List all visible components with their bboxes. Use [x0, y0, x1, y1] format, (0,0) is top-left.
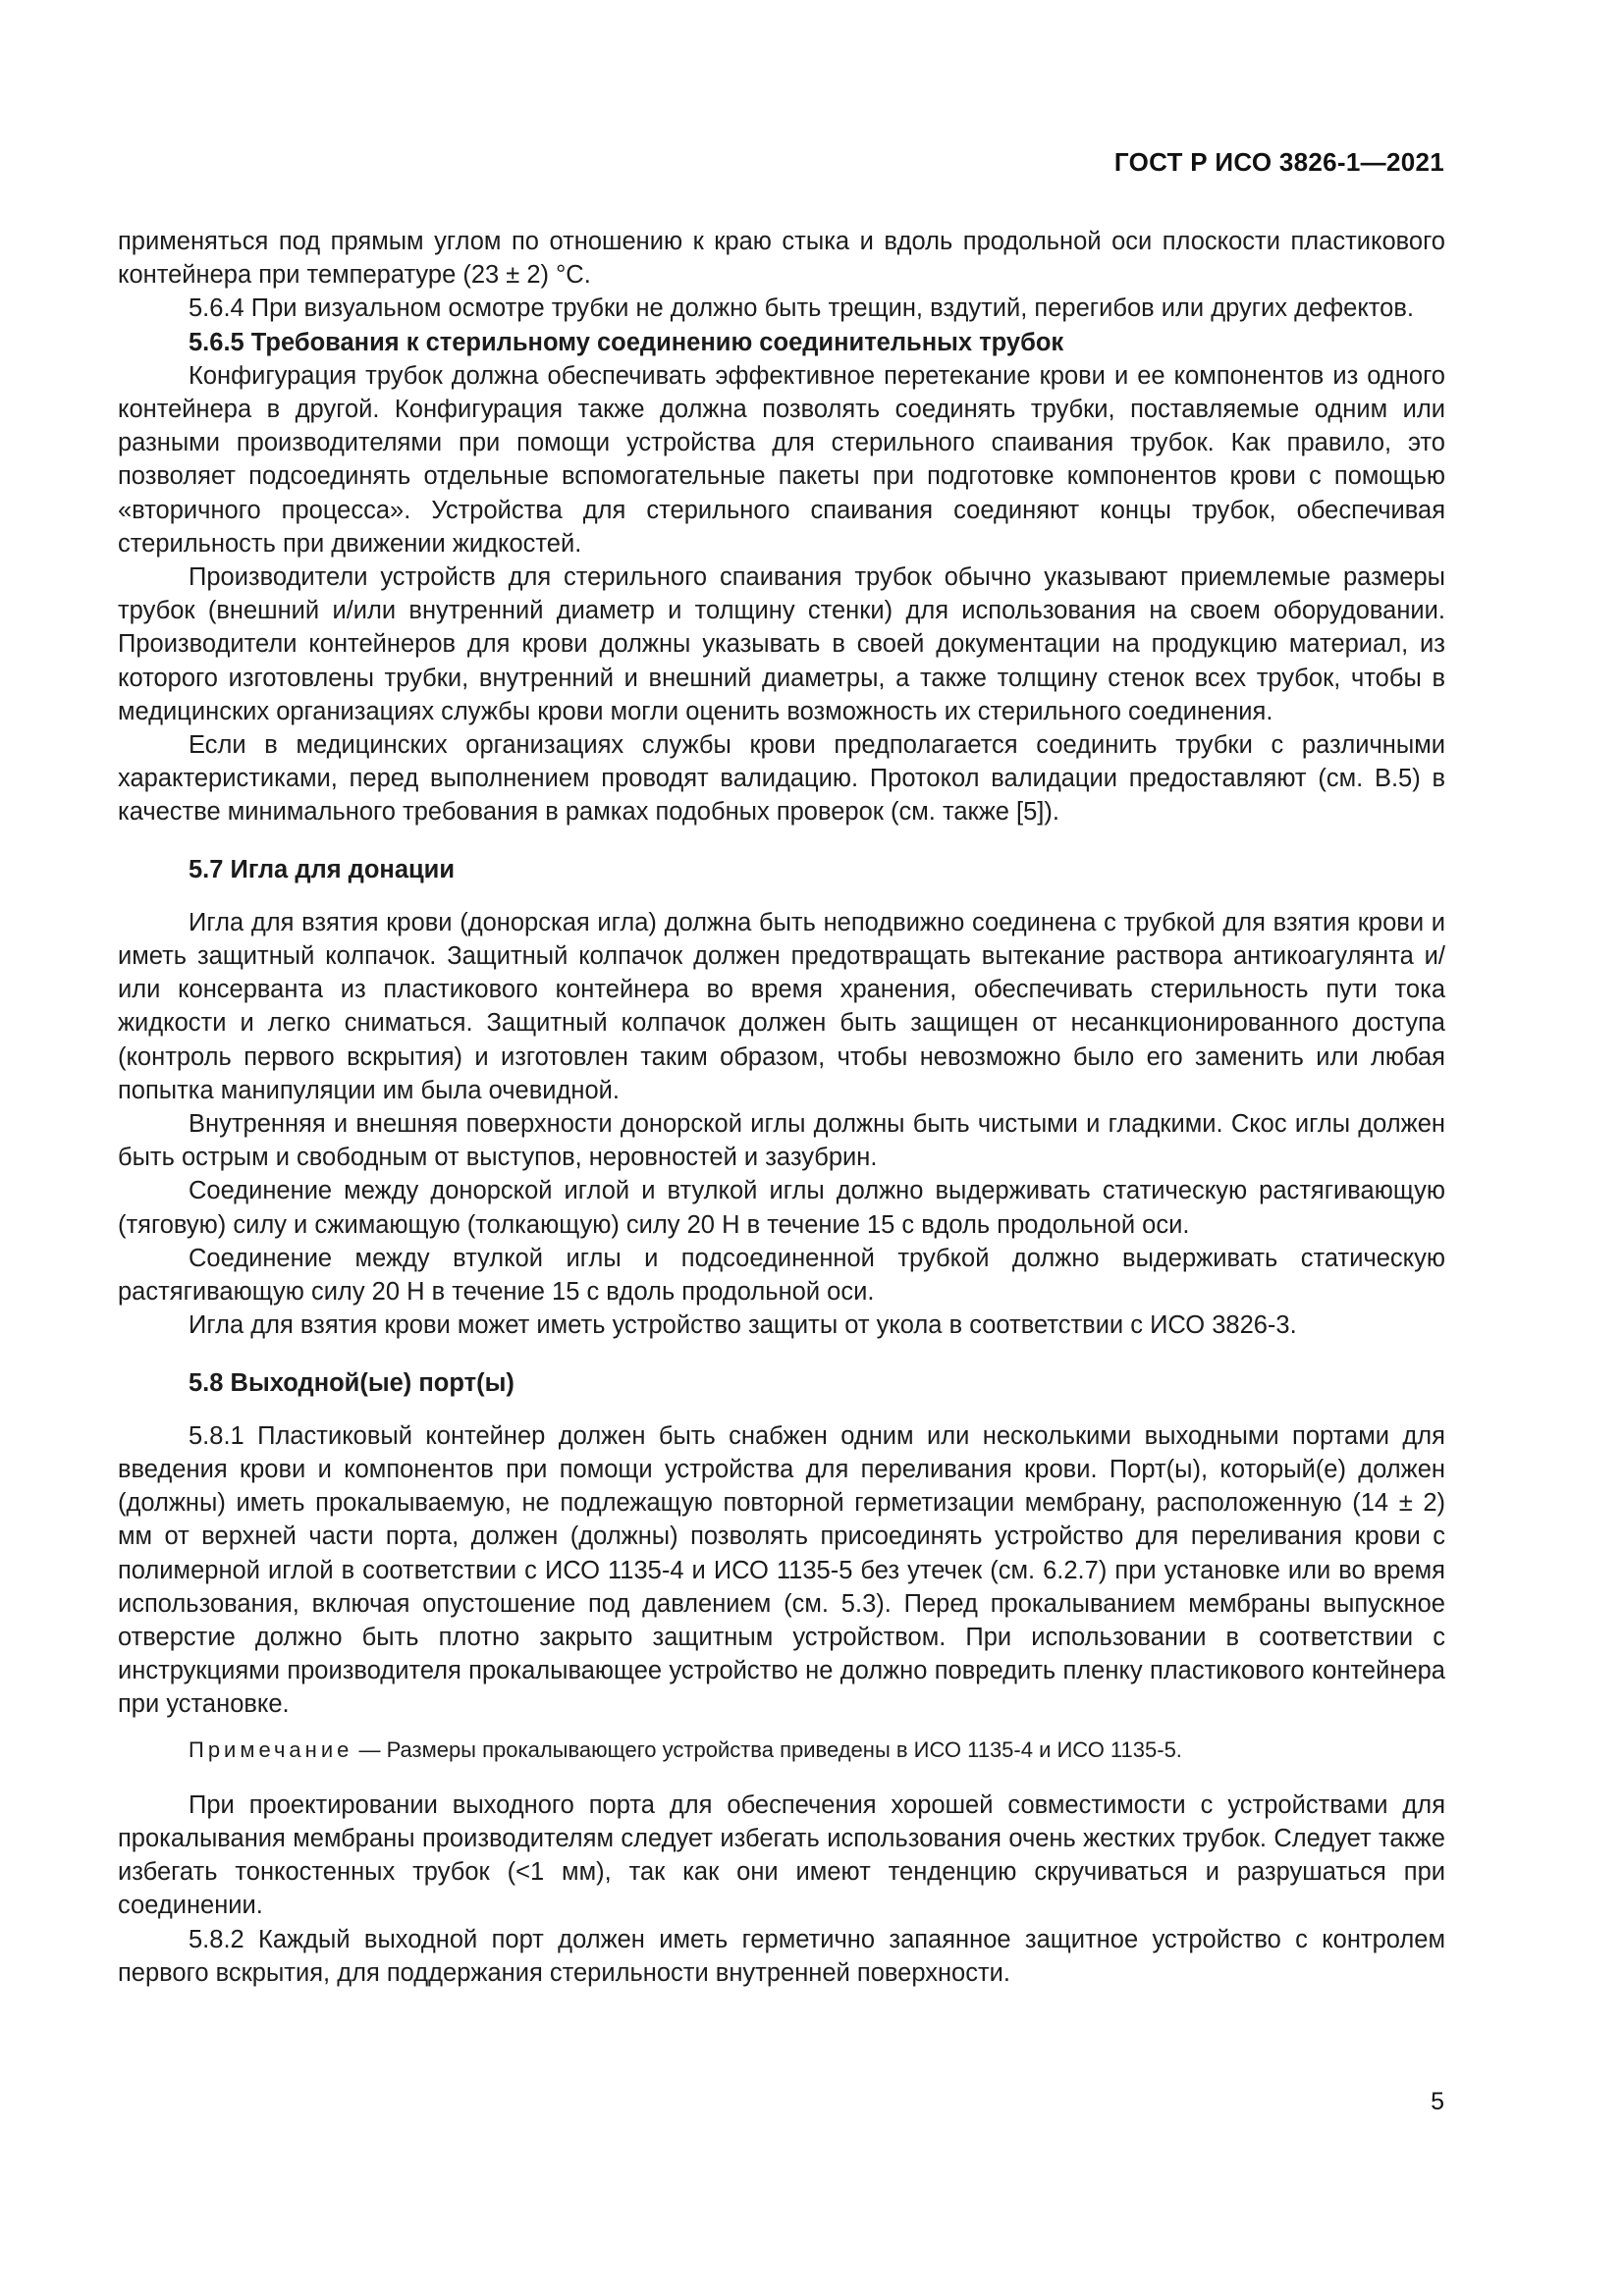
note — [118, 1734, 1445, 1767]
clause-5-8-2: 5.8.2 Каждый выходной порт должен иметь герметично запаянное защитное устройство с контролем первого вскрытия, для поддержания стерильности внутренней поверхности. — [118, 1925, 1445, 1987]
paragraph-continuation: применяться под прямым углом по отношению к краю стыка и вдоль продольной оси плоскости пластикового контейнера при температуре (23 ± 2) °С. — [118, 228, 1445, 290]
paragraph-5-6-5-2: Производители устройств для стерильного спаивания трубок обычно указывают приемлемые размеры трубок (внешний и/или внутренний диаметр и толщину стенки) для использования на своем оборудовании. Производители контейнеров для крови должны указывать в своей документации на продукцию материал, из которого изготовлены трубки, внутренний и внешний диаметры, а также толщину стенок всех трубок, чтобы в медицинских организациях службы крови могли оценить возможность их стерильного соединения. — [118, 563, 1445, 725]
note-label: Примечание — [189, 1736, 353, 1762]
clause-5-6-4: 5.6.4 При визуальном осмотре трубки не должно быть трещин, вздутий, перегибов или других дефектов. — [189, 294, 1414, 323]
paragraph-5-7-4: Соединение между втулкой иглы и подсоединенной трубкой должно выдерживать статическую растягивающую силу 20 Н в течение 15 с вдоль продольной оси. — [118, 1244, 1445, 1307]
section-heading-5-8: 5.8 Выходной(ые) порт(ы) — [189, 1368, 514, 1397]
paragraph-5-7-1: Игла для взятия крови (донорская игла) должна быть неподвижно соединена с трубкой для взятия крови и иметь защитный колпачок. Защитный колпачок должен предотвращать вытекание раствора антикоагулянта и/или консерванта из пластикового контейнера во время хранения, обеспечивать стерильность пути тока жидкости и легко сниматься. Защитный колпачок должен быть защищен от несанкционированного доступа (контроль первого вскрытия) и изготовлен таким образом, чтобы невозможно было его заменить или любая попытка манипуляции им была очевидной. — [118, 908, 1445, 1104]
subsection-heading-5-6-5: 5.6.5 Требования к стерильному соединению соединительных трубок — [189, 328, 1064, 356]
paragraph-5-7-2: Внутренняя и внешняя поверхности донорской иглы должны быть чистыми и гладкими. Скос иглы должен быть острым и свободным от выступов, неровностей и зазубрин. — [118, 1110, 1445, 1172]
page-content — [118, 225, 1445, 1990]
paragraph-5-7-5: Игла для взятия крови может иметь устройство защиты от укола в соответствии с ИСО 3826-3. — [189, 1311, 1297, 1340]
paragraph-5-8-2: При проектировании выходного порта для обеспечения хорошей совместимости с устройствами для прокалывания мембраны производителям следует избегать использования очень жестких трубок. Следует также избегать тонкостенных трубок (<1 мм), так как они имеют тенденцию скручиваться и разрушаться при соединении. — [118, 1790, 1445, 1920]
paragraph-5-6-5-1: Конфигурация трубок должна обеспечивать эффективное перетекание крови и ее компонентов из одного контейнера в другой. Конфигурация также должна позволять соединять трубки, поставляемые одним или разными производителями при помощи устройства для стерильного спаивания трубок. Как правило, это позволяет подсоединять отдельные вспомогательные пакеты при подготовке компонентов крови с помощью «вторичного процесса». Устройства для стерильного спаивания соединяют концы трубок, обеспечивая стерильность при движении жидкостей. — [118, 361, 1445, 558]
clause-5-8-1: 5.8.1 Пластиковый контейнер должен быть снабжен одним или несколькими выходными портами для введения крови и компонентов при помощи устройства для переливания крови. Порт(ы), который(е) должен (должны) иметь прокалываемую, не подлежащую повторной герметизации мембрану, расположенную (14 ± 2) мм от верхней части порта, должен (должны) позволять присоединять устройство для переливания крови с полимерной иглой в соответствии с ИСО 1135-4 и ИСО 1135-5 без утечек (см. 6.2.7) при установке или во время использования, включая опустошение под давлением (см. 5.3). Перед прокалыванием мембраны выпускное отверстие должно быть плотно закрыто защитным устройством. При использовании в соответствии с инструкциями производителя прокалывающее устройство не должно повредить пленку пластикового контейнера при установке. — [118, 1421, 1445, 1719]
paragraph-5-7-3: Соединение между донорской иглой и втулкой иглы должно выдерживать статическую растягивающую (тяговую) силу и сжимающую (толкающую) силу 20 Н в течение 15 с вдоль продольной оси. — [118, 1177, 1445, 1239]
standard-header: ГОСТ Р ИСО 3826-1—2021 — [1113, 147, 1444, 177]
note-text: — Размеры прокалывающего устройства приведены в ИСО 1135-4 и ИСО 1135-5. — [352, 1736, 1182, 1762]
section-heading-5-7: 5.7 Игла для донации — [189, 855, 456, 883]
page-number: 5 — [1431, 2088, 1444, 2115]
paragraph-5-6-5-3: Если в медицинских организациях службы крови предполагается соединить трубки с различными характеристиками, перед выполнением проводят валидацию. Протокол валидации предоставляют (см. В.5) в качестве минимального требования в рамках подобных проверок (см. также [5]). — [118, 731, 1445, 827]
